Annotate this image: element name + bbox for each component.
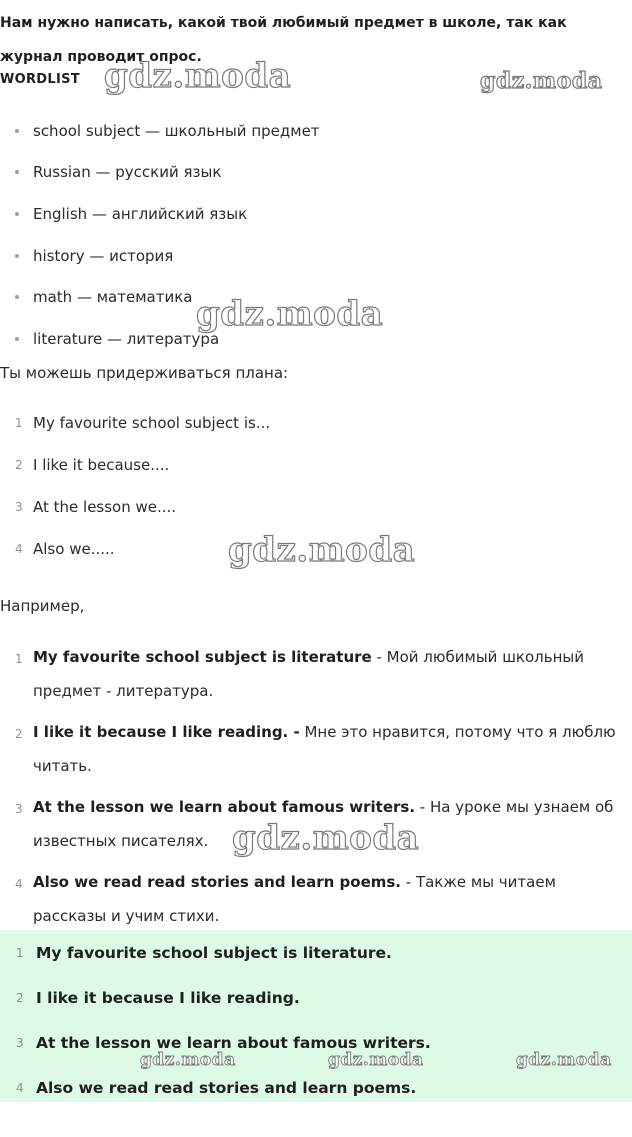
bullet-icon — [15, 337, 19, 341]
list-item — [0, 110, 632, 152]
answer-box — [0, 930, 632, 1102]
list-item — [0, 865, 632, 940]
bullet-icon — [15, 254, 19, 258]
answer-item-text: Also we read read stories and learn poems. — [36, 1078, 417, 1097]
list-item — [0, 790, 632, 865]
watermark: gdz.moda — [328, 1050, 424, 1070]
answer-item-text: At the lesson we learn about famous writers. — [36, 1033, 431, 1052]
wordlist-item-text: math — математика — [33, 288, 193, 307]
item-number: 2 — [15, 458, 23, 472]
example-translation: Мне это нравится, потому что я люблю читать. — [33, 723, 616, 775]
plan-item-text: I like it because.... — [33, 456, 170, 474]
list-item — [0, 318, 632, 360]
wordlist-item-text: history — история — [33, 246, 174, 265]
list-item — [0, 930, 632, 975]
wordlist-item-text: Russian — русский язык — [33, 163, 222, 182]
item-number: 2 — [15, 727, 23, 741]
plan-title: Ты можешь придерживаться плана: — [0, 364, 289, 382]
answer-item-text: I like it because I like reading. — [36, 988, 300, 1007]
example-title: Например, — [0, 597, 85, 615]
bullet-icon — [15, 170, 19, 174]
item-number: 4 — [15, 877, 23, 891]
watermark: gdz.moda — [232, 818, 420, 858]
wordlist-item-text: school subject — школьный предмет — [33, 121, 320, 140]
bullet-icon — [15, 212, 19, 216]
example-english: I like it because I like reading. - — [33, 723, 300, 741]
bullet-icon — [15, 129, 19, 133]
watermark: gdz.moda — [140, 1050, 236, 1070]
watermark: gdz.moda — [516, 1050, 612, 1070]
list-item — [0, 1020, 632, 1065]
watermark: gdz.moda — [480, 68, 603, 94]
example-item-text — [33, 715, 629, 783]
list-item — [0, 276, 632, 318]
list-item — [0, 235, 632, 277]
list-item — [0, 975, 632, 1020]
example-item-text — [33, 790, 629, 858]
example-english: At the lesson we learn about famous writers. — [33, 798, 416, 816]
item-number: 4 — [15, 542, 23, 556]
item-number: 1 — [15, 652, 23, 666]
example-translation: - Мой любимый школьный предмет - литература. — [33, 648, 584, 700]
item-number: 1 — [15, 416, 23, 430]
example-item-text — [33, 640, 629, 708]
intro-text: Нам нужно написать, какой твой любимый предмет в школе, так как журнал проводит опрос. — [0, 15, 567, 65]
item-number: 2 — [16, 990, 24, 1005]
list-item — [0, 444, 632, 486]
list-item — [0, 402, 632, 444]
wordlist-title: WORDLIST — [0, 72, 80, 87]
item-number: 3 — [16, 1035, 24, 1050]
watermark: gdz.moda — [196, 294, 384, 334]
example-english: Also we read read stories and learn poems. — [33, 873, 401, 891]
example-translation: - Также мы читаем рассказы и учим стихи. — [33, 873, 556, 925]
item-number: 3 — [15, 500, 23, 514]
list-item — [0, 528, 632, 570]
watermark: gdz.moda — [228, 530, 416, 570]
plan-list — [0, 402, 632, 570]
example-translation: - На уроке мы узнаем об известных писателях. — [33, 798, 614, 850]
wordlist-item-text: English — английский язык — [33, 204, 248, 223]
wordlist-item-text: literature — литература — [33, 329, 220, 348]
item-number: 3 — [15, 802, 23, 816]
list-item — [0, 715, 632, 790]
example-item-text — [33, 865, 629, 933]
watermark: gdz.moda — [104, 56, 292, 96]
list-item — [0, 193, 632, 235]
plan-item-text: My favourite school subject is... — [33, 414, 271, 432]
item-number: 1 — [16, 945, 24, 960]
answer-item-text: My favourite school subject is literature. — [36, 943, 392, 962]
bullet-icon — [15, 295, 19, 299]
list-item — [0, 1065, 632, 1110]
wordlist — [0, 110, 632, 360]
plan-item-text: At the lesson we.... — [33, 498, 177, 516]
plan-item-text: Also we..... — [33, 540, 115, 558]
list-item — [0, 486, 632, 528]
list-item — [0, 152, 632, 194]
example-list — [0, 640, 632, 940]
list-item — [0, 640, 632, 715]
example-english: My favourite school subject is literature — [33, 648, 372, 666]
item-number: 4 — [16, 1080, 24, 1095]
